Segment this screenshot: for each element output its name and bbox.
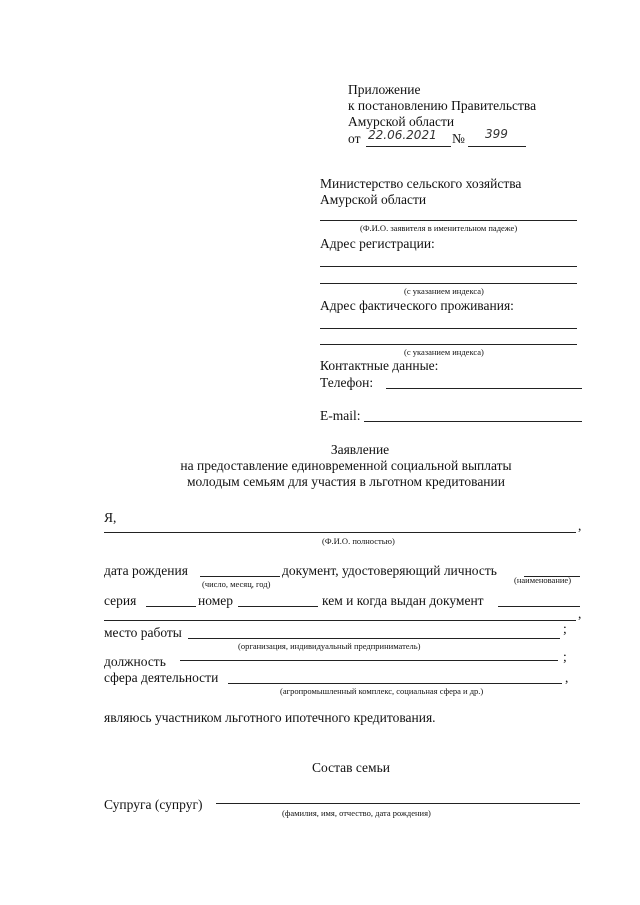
actual-address-label: Адрес фактического проживания: (320, 298, 514, 313)
sphere-comma: , (565, 670, 569, 685)
activity-sphere-line (228, 683, 562, 684)
statement-subtitle-2: молодым семьям для участия в льготном кредитовании (187, 474, 505, 489)
actual-address-line-2 (320, 344, 577, 345)
birth-date-caption: (число, месяц, год) (202, 579, 271, 589)
workplace-label: место работы (104, 625, 182, 640)
phone-label: Телефон: (320, 375, 374, 390)
email-label: E-mail: (320, 408, 361, 423)
email-line (364, 421, 582, 422)
series-line (146, 606, 196, 607)
workplace-line (188, 638, 560, 639)
full-fio-line (104, 532, 576, 533)
id-document-label: документ, удостоверяющий личность (282, 563, 497, 578)
birth-date-label: дата рождения (104, 563, 188, 578)
issued-by-line-2 (104, 620, 576, 621)
document-number-line (238, 606, 318, 607)
issued-by-line (498, 606, 580, 607)
activity-sphere-label: сфера деятельности (104, 670, 219, 685)
issued-comma: , (578, 606, 582, 621)
appendix-title: Приложение (348, 82, 421, 97)
statement-subtitle-1: на предоставление единовременной социальной выплаты (180, 458, 512, 473)
number-underline (468, 146, 526, 147)
participant-statement: являюсь участником льготного ипотечного кредитования. (104, 710, 436, 725)
reg-index-caption: (с указанием индекса) (404, 286, 484, 296)
appendix-number-label: № (452, 131, 465, 146)
reg-address-line-2 (320, 283, 577, 284)
position-line (180, 660, 558, 661)
phone-line (386, 388, 582, 389)
id-document-caption: (наименование) (514, 575, 572, 585)
position-label: должность (104, 654, 166, 669)
issued-by-label: кем и когда выдан документ (322, 593, 484, 608)
actual-address-line-1 (320, 328, 577, 329)
birth-date-line (200, 576, 280, 577)
reg-address-line-1 (320, 266, 577, 267)
series-label: серия (104, 593, 137, 608)
contacts-label: Контактные данные: (320, 358, 439, 373)
ministry-line-1: Министерство сельского хозяйства (320, 176, 522, 191)
date-underline (366, 146, 451, 147)
ministry-line-2: Амурской области (320, 192, 427, 207)
family-heading: Состав семьи (312, 760, 390, 775)
position-semicolon: ; (563, 649, 567, 664)
appendix-region: Амурской области (348, 114, 455, 129)
handwritten-date: 22.06.2021 (368, 128, 437, 142)
applicant-fio-line (320, 220, 577, 221)
activity-sphere-caption: (агропромышленный комплекс, социальная сфера и др.) (280, 686, 484, 696)
statement-title: Заявление (330, 442, 390, 457)
reg-address-label: Адрес регистрации: (320, 236, 435, 251)
workplace-semicolon: ; (563, 621, 567, 636)
number-label: номер (198, 593, 234, 608)
appendix-date-prefix: от (348, 131, 361, 146)
workplace-caption: (организация, индивидуальный предприниматель) (238, 641, 421, 651)
handwritten-number: 399 (485, 127, 508, 141)
spouse-line (216, 803, 580, 804)
full-fio-caption: (Ф.И.О. полностью) (322, 536, 395, 546)
fio-comma: , (578, 518, 582, 533)
applicant-fio-caption: (Ф.И.О. заявителя в именительном падеже) (360, 223, 518, 233)
actual-index-caption: (с указанием индекса) (404, 347, 484, 357)
i-label: Я, (104, 510, 117, 525)
spouse-label: Супруга (супруг) (104, 797, 203, 812)
appendix-decree: к постановлению Правительства (348, 98, 537, 113)
spouse-caption: (фамилия, имя, отчество, дата рождения) (282, 808, 431, 818)
